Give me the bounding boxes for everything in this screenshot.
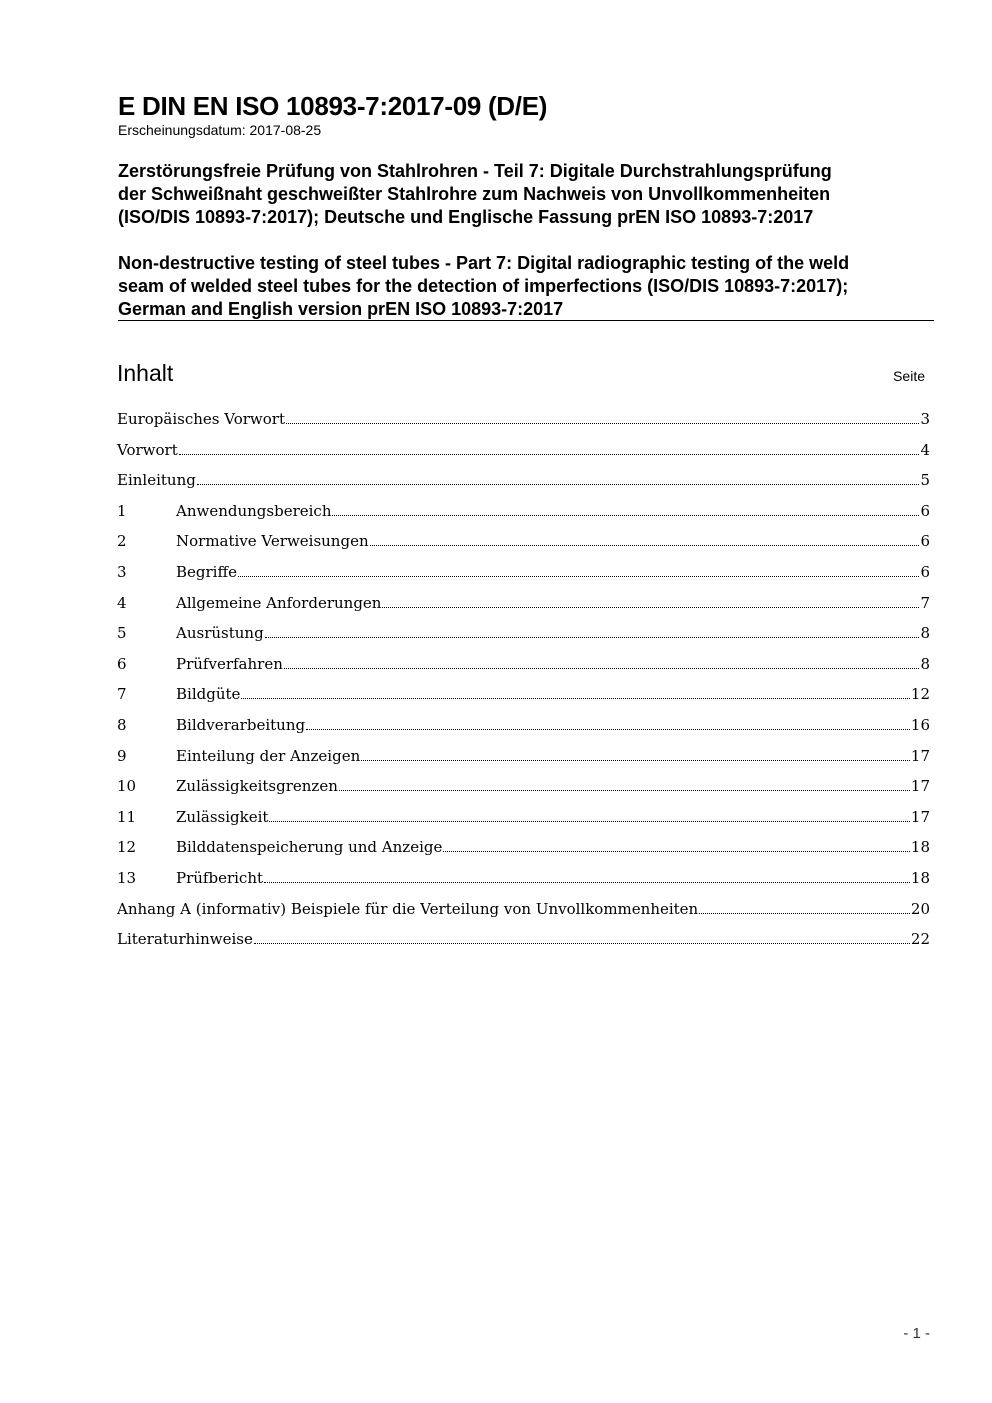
toc-dot-leader bbox=[382, 596, 919, 608]
toc-entry-title: Normative Verweisungen bbox=[176, 532, 369, 551]
title-german bbox=[118, 160, 948, 229]
toc-entry-title: Bildgüte bbox=[176, 685, 241, 704]
title-german-line: Zerstörungsfreie Prüfung von Stahlrohren - Teil 7: Digitale Durchstrahlungsprüfung bbox=[118, 161, 832, 181]
toc-entry-page: 8 bbox=[920, 624, 930, 643]
toc-entry-number: 7 bbox=[117, 685, 127, 704]
toc-entry-title: Prüfbericht bbox=[176, 868, 264, 887]
page-number: - 1 - bbox=[903, 1325, 930, 1342]
toc-entry-page: 6 bbox=[920, 562, 930, 581]
toc-entry-title: Einteilung der Anzeigen bbox=[176, 746, 361, 765]
toc-entry-title: Literaturhinweise bbox=[117, 930, 253, 949]
toc-entry-page: 5 bbox=[920, 471, 930, 490]
toc-entry-page: 12 bbox=[910, 685, 930, 704]
toc-entry-page: 18 bbox=[910, 868, 930, 887]
toc-entry[interactable] bbox=[117, 591, 930, 622]
toc-entry-page: 3 bbox=[920, 410, 930, 428]
toc-entry-title: Begriffe bbox=[176, 562, 238, 581]
toc-entry-number: 4 bbox=[117, 593, 127, 612]
toc-entry[interactable] bbox=[117, 652, 930, 683]
toc-dot-leader bbox=[238, 565, 919, 577]
toc-entry-page: 6 bbox=[920, 532, 930, 551]
toc-dot-leader bbox=[339, 779, 910, 791]
toc-entry-number: 1 bbox=[117, 501, 127, 520]
toc-dot-leader bbox=[370, 534, 920, 546]
title-divider bbox=[118, 320, 934, 321]
toc-entry[interactable] bbox=[117, 774, 930, 805]
toc-entry-number: 11 bbox=[117, 807, 137, 826]
toc-dot-leader bbox=[699, 902, 910, 914]
toc-entry-number: 6 bbox=[117, 654, 127, 673]
document-id: E DIN EN ISO 10893-7:2017-09 (D/E) bbox=[118, 91, 548, 121]
toc-entry-number: 2 bbox=[117, 532, 127, 551]
toc-entry[interactable] bbox=[117, 805, 930, 836]
toc-dot-leader bbox=[443, 840, 910, 852]
toc-entry-title: Anhang A (informativ) Beispiele für die Verteilung von Unvollkommenheiten bbox=[117, 899, 699, 918]
toc-entry-number: 12 bbox=[117, 838, 137, 857]
toc-entry[interactable] bbox=[117, 407, 930, 438]
toc-entry-title: Vorwort bbox=[117, 440, 178, 459]
toc-entry-number: 8 bbox=[117, 715, 127, 734]
title-german-line: (ISO/DIS 10893-7:2017); Deutsche und Englische Fassung prEN ISO 10893-7:2017 bbox=[118, 207, 814, 227]
toc-dot-leader bbox=[179, 443, 920, 455]
toc-entry-number: 13 bbox=[117, 868, 137, 887]
toc-entry-page: 16 bbox=[910, 715, 930, 734]
toc-entry-title: Ausrüstung bbox=[176, 624, 264, 643]
publication-date: Erscheinungsdatum: 2017-08-25 bbox=[118, 122, 322, 138]
toc-entry[interactable] bbox=[117, 468, 930, 499]
toc-entry-number: 3 bbox=[117, 562, 127, 581]
toc-dot-leader bbox=[265, 626, 920, 638]
toc-dot-leader bbox=[241, 687, 910, 699]
toc-entry-page: 4 bbox=[920, 440, 930, 459]
toc-entry-title: Bilddatenspeicherung und Anzeige bbox=[176, 838, 443, 857]
toc-entry[interactable] bbox=[117, 927, 930, 958]
toc-entry-number: 5 bbox=[117, 624, 127, 643]
toc-entry-page: 17 bbox=[910, 777, 930, 796]
toc-entry[interactable] bbox=[117, 560, 930, 591]
toc-dot-leader bbox=[284, 657, 920, 669]
toc-entry-page: 6 bbox=[920, 501, 930, 520]
title-german-line: der Schweißnaht geschweißter Stahlrohre zum Nachweis von Unvollkommenheiten bbox=[118, 184, 831, 204]
title-english-line: German and English version prEN ISO 10893-7:2017 bbox=[118, 299, 564, 319]
toc-entry-title: Zulässigkeit bbox=[176, 807, 269, 826]
toc-entry-title: Europäisches Vorwort bbox=[117, 410, 285, 428]
toc-entry-title: Zulässigkeitsgrenzen bbox=[176, 777, 338, 796]
toc-dot-leader bbox=[197, 473, 920, 485]
toc-dot-leader bbox=[361, 749, 910, 761]
toc-entry[interactable] bbox=[117, 713, 930, 744]
toc-entry-number: 10 bbox=[117, 777, 137, 796]
toc-entry-page: 22 bbox=[910, 930, 930, 949]
toc-dot-leader bbox=[254, 932, 910, 944]
toc-entry[interactable] bbox=[117, 835, 930, 866]
table-of-contents bbox=[117, 407, 930, 958]
toc-entry-title: Einleitung bbox=[117, 471, 196, 490]
toc-dot-leader bbox=[306, 718, 910, 730]
toc-entry-title: Allgemeine Anforderungen bbox=[176, 593, 382, 612]
toc-page-label: Seite bbox=[893, 368, 925, 384]
toc-entry[interactable] bbox=[117, 866, 930, 897]
toc-dot-leader bbox=[269, 810, 909, 822]
toc-dot-leader bbox=[332, 504, 919, 516]
toc-entry-title: Anwendungsbereich bbox=[176, 501, 332, 520]
toc-entry[interactable] bbox=[117, 529, 930, 560]
title-english-line: seam of welded steel tubes for the detection of imperfections (ISO/DIS 10893-7:2017); bbox=[118, 276, 849, 296]
toc-entry[interactable] bbox=[117, 682, 930, 713]
toc-entry-title: Prüfverfahren bbox=[176, 654, 283, 673]
toc-entry-page: 18 bbox=[910, 838, 930, 857]
toc-entry-page: 8 bbox=[920, 654, 930, 673]
toc-entry-title: Bildverarbeitung bbox=[176, 715, 306, 734]
toc-entry[interactable] bbox=[117, 897, 930, 928]
toc-entry-page: 7 bbox=[920, 593, 930, 612]
toc-entry[interactable] bbox=[117, 499, 930, 530]
title-english bbox=[118, 252, 948, 321]
title-english-line: Non-destructive testing of steel tubes - Part 7: Digital radiographic testing of the weld bbox=[118, 253, 850, 273]
toc-entry[interactable] bbox=[117, 438, 930, 469]
toc-entry-number: 9 bbox=[117, 746, 127, 765]
toc-entry[interactable] bbox=[117, 744, 930, 775]
toc-entry[interactable] bbox=[117, 621, 930, 652]
toc-dot-leader bbox=[264, 871, 910, 883]
toc-dot-leader bbox=[286, 412, 919, 424]
toc-entry-page: 17 bbox=[910, 746, 930, 765]
toc-entry-page: 17 bbox=[910, 807, 930, 826]
toc-heading: Inhalt bbox=[117, 360, 174, 386]
toc-entry-page: 20 bbox=[910, 899, 930, 918]
